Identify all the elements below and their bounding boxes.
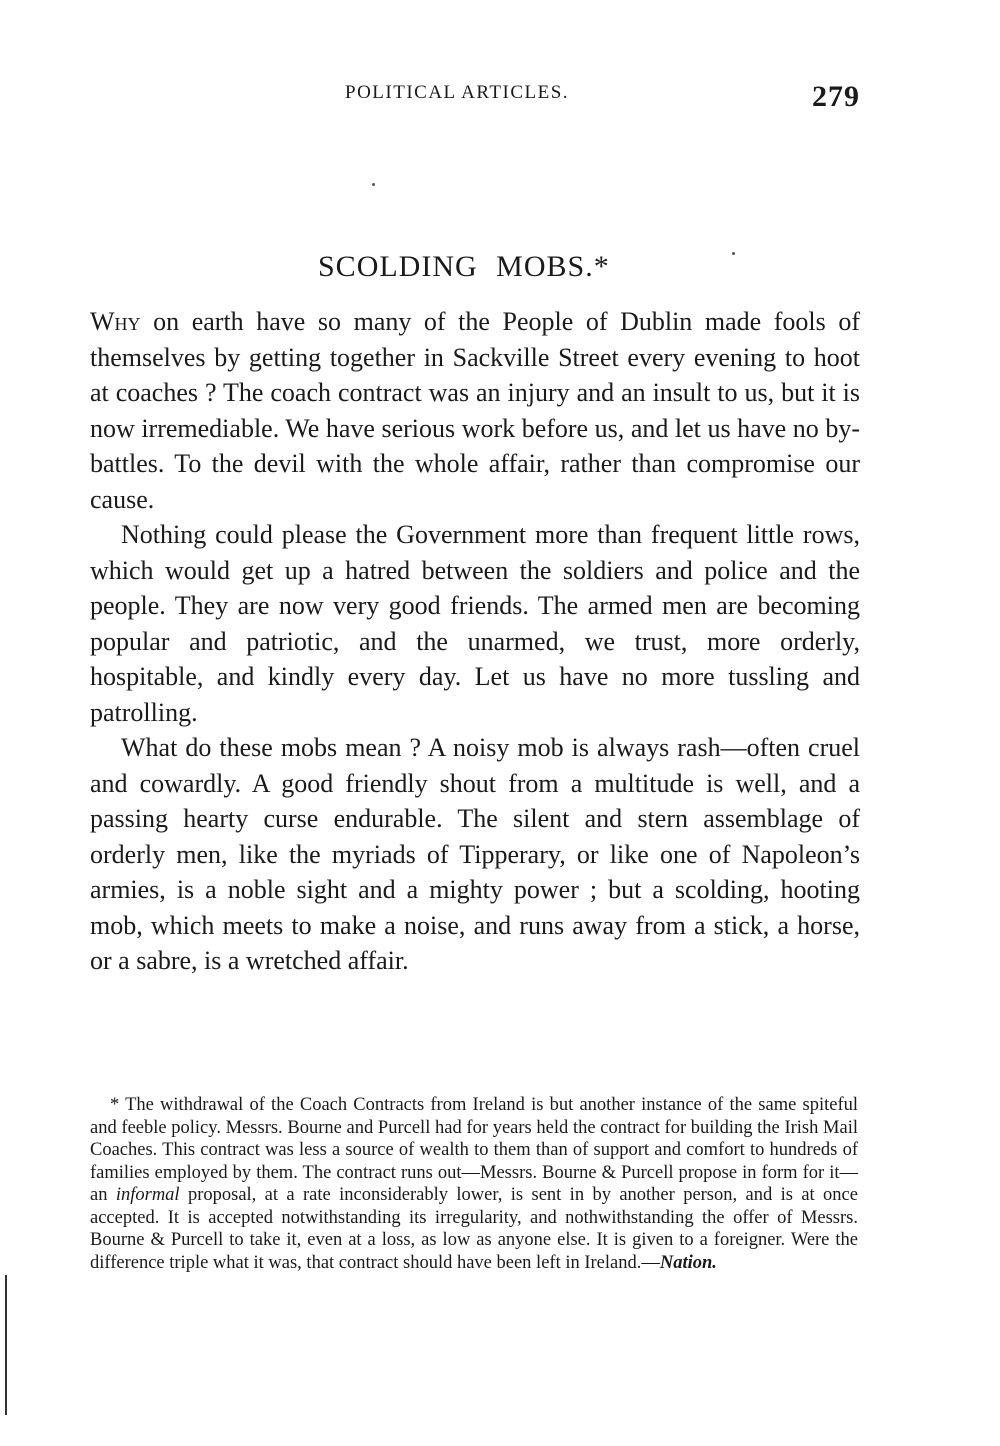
print-speck xyxy=(372,183,375,186)
footnote-part-1: * The withdrawal of the Coach Contracts from Ireland is but another instance of the same spiteful and feeble policy. Messrs. Bourne and Purcell had for years held the contract for building the Irish Mail Coaches. This contract was less a source of wealth to them than of support and comfort to hundreds of families employed by them. The contract runs out—Messrs. Bourne & Purcell propose in form for it—an xyxy=(90,1095,858,1205)
footnote-source: Nation. xyxy=(659,1252,717,1273)
paragraph-1-text: on earth have so many of the People of Dublin made fools of themselves by getting together in Sackville Street every evening to hoot at coaches ? The coach contract was an injury and an insult to us, but it is now irremediable. We have serious work before us, and let us have no by-battles. To the devil with the whole affair, rather than compromise our cause. xyxy=(90,307,860,514)
print-speck xyxy=(732,252,735,255)
article-title: SCOLDING MOBS.* xyxy=(318,250,610,283)
footnote-part-2: proposal, at a rate inconsiderably lower, is sent in by another person, and is at once accepted. It is accepted notwithstanding its irregularity, and nothwithstanding the offer of Messrs. Bourne & Purcell to take it, even at a loss, as low as anyone else. It is given to a foreigner. Were the difference triple what it was, that contract should have been left in Ireland.— xyxy=(90,1185,858,1273)
page-number: 279 xyxy=(812,80,860,113)
paragraph-2: Nothing could please the Government more than frequent little rows, which would get up a hatred between the soldiers and police and the people. They are now very good friends. The armed men are becoming popular and patriotic, and the unarmed, we trust, more orderly, hospitable, and kindly every day. Let us have no more tussling and patrolling. xyxy=(90,520,860,727)
footnote xyxy=(90,1094,858,1274)
paragraph-3: What do these mobs mean ? A noisy mob is always rash—often cruel and cowardly. A good friendly shout from a multitude is well, and a passing hearty curse endurable. The silent and stern assemblage of orderly men, like the myriads of Tipperary, or like one of Napoleon’s armies, is a noble sight and a mighty power ; but a scolding, hooting mob, which meets to make a noise, and runs away from a stick, a horse, or a sabre, is a wretched affair. xyxy=(90,733,860,975)
running-head: POLITICAL ARTICLES. xyxy=(345,82,570,103)
footnote-text xyxy=(90,1094,858,1274)
scan-edge-mark xyxy=(5,1275,7,1415)
paragraph-1 xyxy=(90,304,860,517)
article-body xyxy=(90,304,860,979)
paragraph-lead-word: Why xyxy=(90,307,141,336)
footnote-emphasis: informal xyxy=(115,1185,180,1205)
